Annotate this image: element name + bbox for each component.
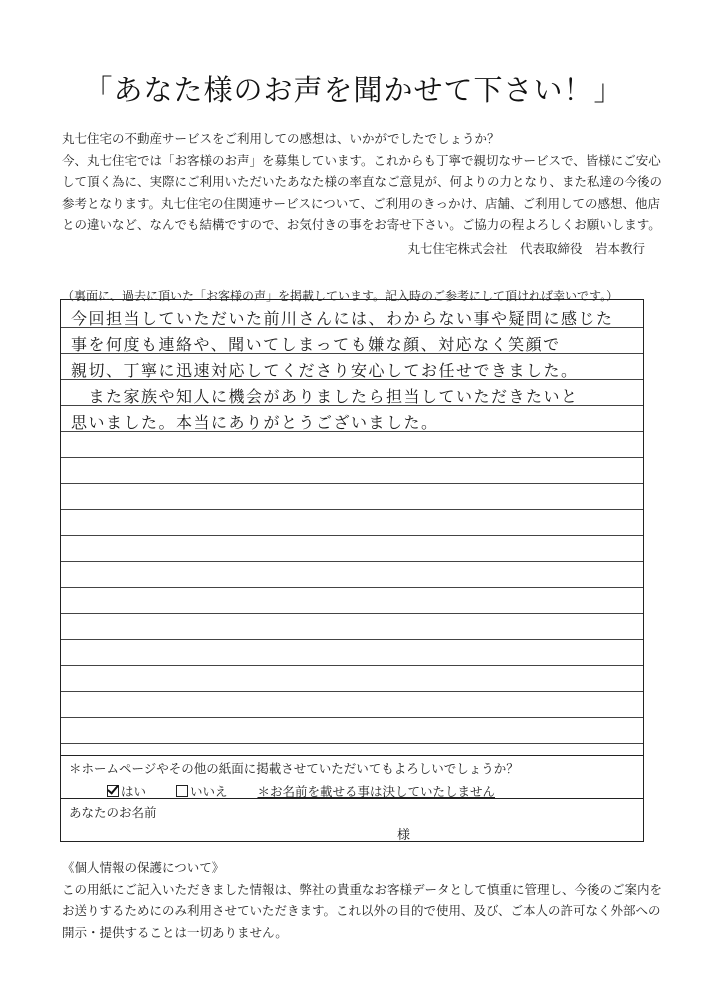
ruled-line: [61, 509, 643, 510]
ruled-line: [61, 457, 643, 458]
page-title: 「あなた様のお声を聞かせて下さい！」: [83, 73, 624, 107]
name-suffix: 様: [397, 828, 411, 843]
ruled-line: [61, 691, 643, 692]
privacy-line: この用紙にご記入いただきました情報は、弊社の貴重なお客様データとして慎重に管理し、今後のご案内を: [62, 881, 663, 897]
handwritten-line: 思いました。本当にありがとうございました。: [71, 413, 439, 432]
yes-checkbox[interactable]: [107, 785, 119, 797]
ruled-line: [61, 561, 643, 562]
comment-area[interactable]: [61, 300, 643, 756]
handwritten-line: 親切、丁寧に迅速対応してくださり安心してお任せできました。: [71, 361, 579, 380]
privacy-section: [62, 857, 662, 943]
ruled-line: [61, 613, 643, 614]
handwritten-line: また家族や知人に機会がありましたら担当していただきたいと: [71, 387, 579, 406]
no-label: いいえ: [190, 784, 228, 799]
privacy-line: 開示・提供することは一切ありません。: [62, 924, 288, 940]
no-name-publication-note: ＊お名前を載せる事は決していたしません: [257, 784, 496, 799]
yes-label: はい: [121, 784, 147, 799]
comment-form: [60, 299, 644, 842]
no-checkbox[interactable]: [176, 785, 188, 797]
intro-line: 今、丸七住宅では「お客様のお声」を募集しています。これからも丁寧で親切なサービスで、皆様にご安心: [62, 152, 661, 168]
ruled-line: [61, 639, 643, 640]
handwritten-line: 今回担当していただいた前川さんには、わからない事や疑問に感じた: [71, 309, 614, 328]
intro-line: との違いなど、なんでも結構ですので、お気付きの事をお寄せ下さい。ご協力の程よろしくお願いします。: [62, 217, 661, 232]
name-divider: [61, 798, 643, 799]
reference-note: （裏面に、過去に頂いた「お客様の声」を掲載しています。記入時のご参考にして頂ければ幸いです。）: [62, 289, 619, 303]
ruled-line: [61, 717, 643, 718]
intro-line: 丸七住宅の不動産サービスをご利用しての感想は、いかがでしたでしょうか？: [62, 131, 500, 146]
privacy-line: お送りするためにのみ利用させていただきます。これ以外の目的で使用、及び、ご本人の許可なく外部への: [62, 903, 661, 918]
publish-consent-question: ＊ホームページやその他の紙面に掲載させていただいてもよろしいでしょうか？: [69, 761, 519, 776]
ruled-line: [61, 483, 643, 484]
ruled-line: [61, 743, 643, 744]
name-label: あなたのお名前: [69, 805, 157, 820]
privacy-heading: 《個人情報の保護について》: [62, 860, 225, 875]
ruled-line: [61, 535, 643, 536]
intro-line: 参考となります。丸七住宅の住関連サービスについて、ご利用のきっかけ、店舗、ご利用しての感想、他店: [62, 195, 661, 211]
intro-line: して頂く為に、実際にご利用いただいたあなた様の率直なご意見が、何よりの力となり、また私達の今後の: [62, 174, 663, 189]
intro-text: [62, 128, 663, 236]
ruled-line: [61, 665, 643, 666]
comment-area-bottom-border: [61, 755, 643, 756]
ruled-line: [61, 587, 643, 588]
handwritten-line: 事を何度も連絡や、聞いてしまっても嫌な顔、対応なく笑顔で: [71, 335, 561, 354]
company-signature: 丸七住宅株式会社 代表取締役 岩本教行: [407, 241, 645, 256]
